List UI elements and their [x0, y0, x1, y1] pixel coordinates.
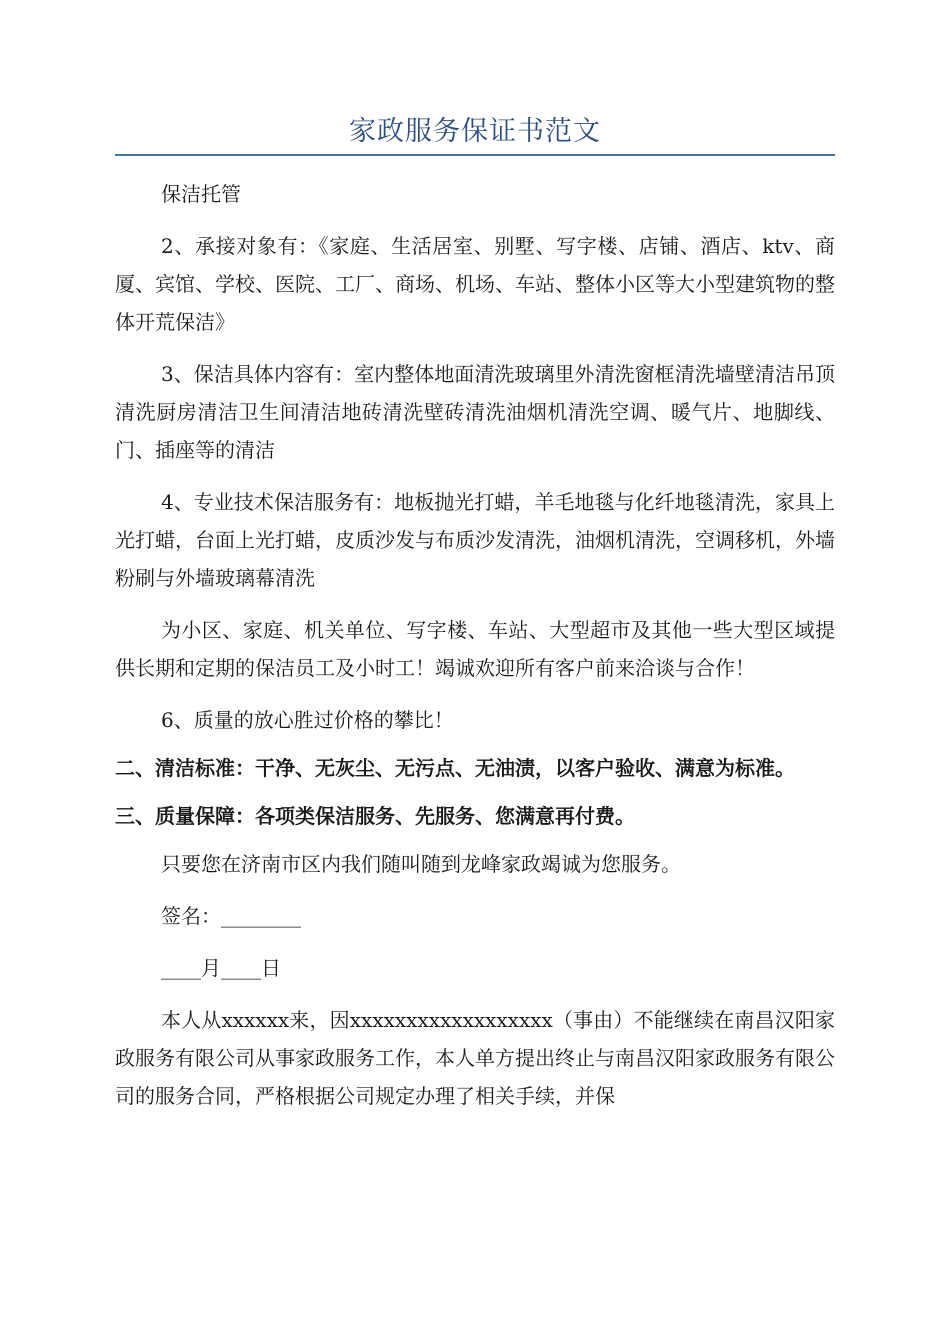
paragraph-cleaning-content: 3、保洁具体内容有：室内整体地面清洗玻璃里外清洗窗框清洗墙壁清洁吊顶清洗厨房清洁卫生间清洁地砖清洗壁砖清洗油烟机清洗空调、暖气片、地脚线、门、插座等的清洁: [115, 362, 835, 462]
document-body: [115, 175, 835, 1129]
paragraph-quality-guarantee: 三、质量保障：各项类保洁服务、先服务、您满意再付费。: [115, 804, 635, 828]
title-underline: [115, 154, 835, 156]
signature-line: 签名：________: [161, 904, 301, 928]
paragraph-professional-services: 4、专业技术保洁服务有：地板抛光打蜡，羊毛地毯与化纤地毯清洗，家具上光打蜡，台面上光打蜡，皮质沙发与布质沙发清洗，油烟机清洗，空调移机，外墙粉刷与外墙玻璃幕清洗: [115, 490, 835, 590]
paragraph-statement: 本人从xxxxxx来，因xxxxxxxxxxxxxxxxxx（事由）不能继续在南昌汉阳家政服务有限公司从事家政服务工作，本人单方提出终止与南昌汉阳家政服务有限公司的服务合同，严格根据公司规定办理了相关手续，并保: [115, 1008, 835, 1108]
date-line: ____月____日: [161, 956, 281, 980]
paragraph-service-targets: 2、承接对象有：《家庭、生活居室、别墅、写字楼、店铺、酒店、ktv、商厦、宾馆、学校、医院、工厂、商场、机场、车站、整体小区等大小型建筑物的整体开荒保洁》: [115, 234, 835, 334]
paragraph-quality-slogan: 6、质量的放心胜过价格的攀比！: [161, 708, 454, 732]
paragraph-intro: 保洁托管: [161, 182, 241, 206]
paragraph-cleaning-standard: 二、清洁标准：干净、无灰尘、无污点、无油渍，以客户验收、满意为标准。: [115, 756, 795, 780]
paragraph-service-area: 只要您在济南市区内我们随叫随到龙峰家政竭诚为您服务。: [161, 852, 681, 876]
paragraph-offer: 为小区、家庭、机关单位、写字楼、车站、大型超市及其他一些大型区域提供长期和定期的保洁员工及小时工！竭诚欢迎所有客户前来洽谈与合作！: [115, 618, 835, 680]
document-title: 家政服务保证书范文: [349, 116, 601, 147]
